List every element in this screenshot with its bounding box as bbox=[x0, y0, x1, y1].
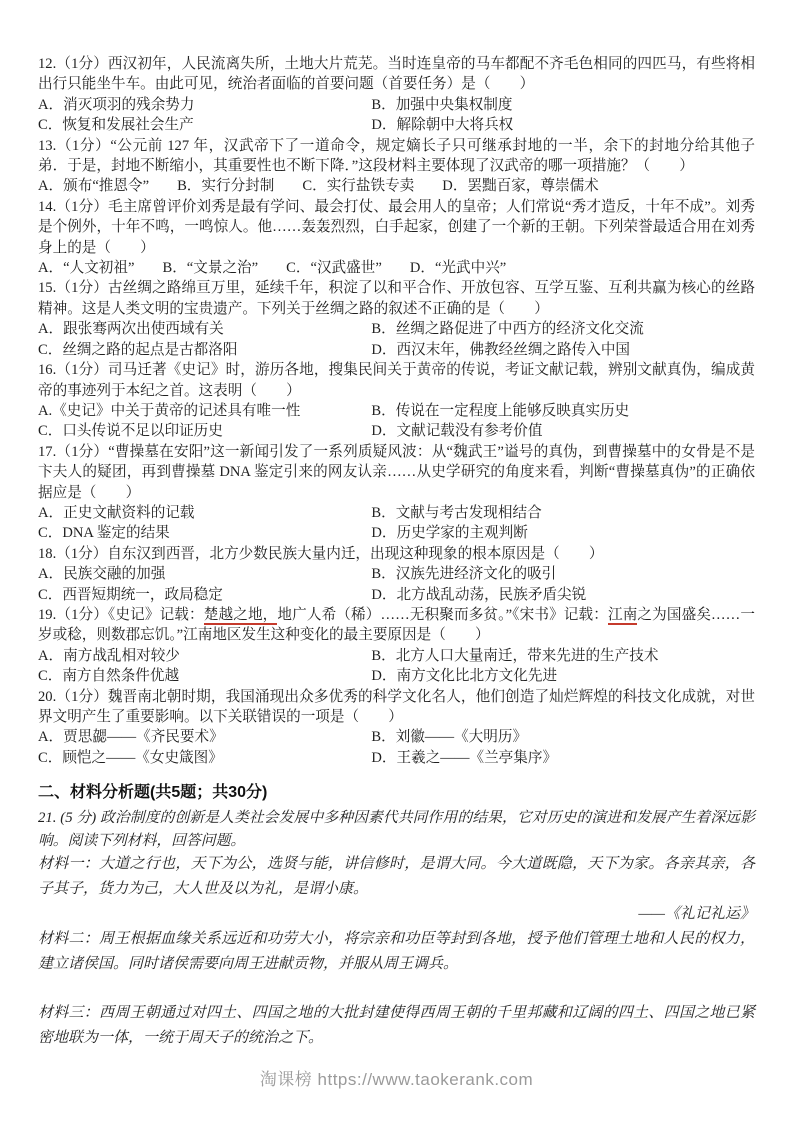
question-18-option-B: B．汉族先进经济文化的吸引 bbox=[371, 566, 557, 583]
question-13-options bbox=[38, 176, 755, 196]
question-12-option-B: B．加强中央集权制度 bbox=[371, 96, 513, 113]
question-19-stem bbox=[38, 605, 755, 646]
question-18-option-D: D．北方战乱动荡，民族矛盾尖锐 bbox=[371, 586, 587, 603]
question-20-option-C: C．顾恺之——《女史箴图》 bbox=[38, 749, 223, 766]
question-14-stem-text: 14.（1分）毛主席曾评价刘秀是最有学问、最会打仗、最会用人的皇帝；人们常说“秀才造反，十年不成”。刘秀是个例外，十年不鸣，一鸣惊人。他……轰轰烈烈，白手起家，创建了一个新的王朝。下列荣誉最适合用在刘秀身上的是（ ） bbox=[38, 198, 755, 256]
materials-list bbox=[38, 852, 755, 1051]
question-15-option-C: C．丝绸之路的起点是古都洛阳 bbox=[38, 341, 238, 358]
question-19-option-A: A．南方战乱相对较少 bbox=[38, 647, 180, 664]
question-12-stem bbox=[38, 54, 755, 95]
question-20 bbox=[38, 687, 755, 769]
section2-heading: 二、材料分析题(共5题；共30分) bbox=[38, 784, 268, 802]
question-18 bbox=[38, 544, 755, 605]
question-17-option-A: A．正史文献资料的记载 bbox=[38, 504, 195, 521]
question-19 bbox=[38, 605, 755, 687]
question-14 bbox=[38, 197, 755, 279]
question-19-underlined-text: 江南 bbox=[607, 606, 638, 623]
question-12-option-C: C．恢复和发展社会生产 bbox=[38, 117, 194, 134]
question-19-option-B: B．北方人口大量南迁，带来先进的生产技术 bbox=[371, 647, 659, 664]
material-2-text: 材料二：周王根据血缘关系远近和功劳大小，将宗亲和功臣等封到各地，授予他们管理土地和人民的权力，建立诸侯国。同时诸侯需要向周王进献贡物，并服从周王调兵。 bbox=[38, 931, 755, 973]
question-14-stem bbox=[38, 197, 755, 258]
question-20-option-B: B．刘徽——《大明历》 bbox=[371, 729, 528, 746]
question-20-option-A: A．贾思勰——《齐民要术》 bbox=[38, 729, 224, 746]
question-15-stem bbox=[38, 278, 755, 319]
question-13-option-A: A．颁布“推恩令” bbox=[38, 178, 150, 195]
question-19-stem-text: 19.（1分）《史记》记载： bbox=[38, 606, 204, 623]
question-12 bbox=[38, 54, 755, 136]
question-18-stem-text: 18.（1分）自东汉到西晋，北方少数民族大量内迁，出现这种现象的根本原因是（ ） bbox=[38, 545, 604, 562]
question-12-option-A: A．消灭项羽的残余势力 bbox=[38, 96, 195, 113]
question-13-option-B: B．实行分封制 bbox=[177, 178, 275, 195]
material-1 bbox=[38, 852, 755, 927]
question-12-stem-text: 12.（1分）西汉初年，人民流离失所，土地大片荒芜。当时连皇帝的马车都配不齐毛色相同的四匹马，有些将相出行只能坐牛车。由此可见，统治者面临的首要问题（首要任务）是（ ） bbox=[38, 56, 755, 93]
material-3-text: 材料三：西周王朝通过对四土、四国之地的大批封建使得西周王朝的千里邦藏和辽阔的四土、四国之地已紧密地联为一体，一统于周天子的统治之下。 bbox=[38, 1005, 755, 1047]
question-16 bbox=[38, 360, 755, 442]
question-19-option-D: D．南方文化比北方文化先进 bbox=[371, 668, 558, 685]
question-16-stem-text: 16.（1分）司马迁著《史记》时，游历各地，搜集民间关于黄帝的传说，考证文献记载，辨别文献真伪，编成黄帝的事迹列于本纪之首。这表明（ ） bbox=[38, 362, 755, 399]
material-3 bbox=[38, 1001, 755, 1051]
question-19-options bbox=[38, 646, 755, 687]
question-15-options bbox=[38, 319, 755, 360]
question-14-option-C: C．“汉武盛世” bbox=[286, 260, 382, 277]
material-1-source: ——《礼记礼运》 bbox=[638, 906, 755, 923]
question-16-options bbox=[38, 401, 755, 442]
question-15-option-D: D．西汉末年，佛教经丝绸之路传入中国 bbox=[371, 341, 631, 358]
question-19-stem-text: 地广人希（稀）……无积聚而多贫。”《宋书》记载： bbox=[277, 606, 608, 623]
question-17-stem bbox=[38, 442, 755, 503]
question-17 bbox=[38, 442, 755, 544]
question-15-option-B: B．丝绸之路促进了中西方的经济文化交流 bbox=[371, 321, 644, 338]
question-20-options bbox=[38, 727, 755, 768]
question-20-stem-text: 20.（1分）魏晋南北朝时期，我国涌现出众多优秀的科学文化名人，他们创造了灿烂辉煌的科技文化成就，对世界文明产生了重要影响。以下关联错误的一项是（ ） bbox=[38, 688, 755, 725]
question-13-stem bbox=[38, 136, 755, 177]
question-14-options bbox=[38, 258, 755, 278]
material-1-text: 材料一：大道之行也，天下为公，选贤与能，讲信修时，是谓大同。今大道既隐，天下为家。各亲其亲，各子其子，货力为己，大人世及以为礼，是谓小康。 bbox=[38, 856, 755, 898]
question-14-option-B: B．“文景之治” bbox=[162, 260, 259, 277]
question-16-stem bbox=[38, 360, 755, 401]
question-18-stem bbox=[38, 544, 755, 564]
question-18-options bbox=[38, 564, 755, 605]
question-14-option-D: D．“光武中兴” bbox=[409, 260, 507, 277]
material-2 bbox=[38, 927, 755, 977]
question-19-underlined-text: 楚越之地， bbox=[203, 606, 278, 623]
question-18-option-C: C．西晋短期统一，政局稳定 bbox=[38, 586, 223, 603]
question-13 bbox=[38, 136, 755, 197]
question-16-option-B: B．传说在一定程度上能够反映真实历史 bbox=[371, 402, 630, 419]
question-17-option-C: C．DNA 鉴定的结果 bbox=[38, 525, 170, 542]
question-19-option-C: C．南方自然条件优越 bbox=[38, 668, 180, 685]
question-19-stem-text: 之为国盛矣……一岁或稔，则数郡忘饥。”江南地区发生这种变化的最主要原因是（ ） bbox=[38, 606, 755, 644]
question-13-option-D: D．罢黜百家，尊崇儒术 bbox=[442, 178, 599, 195]
question-13-stem-text: 13.（1分）“公元前 127 年，汉武帝下了一道命令，规定嫡长子只可继承封地的一半，余下的封地分给其他子弟．于是，封地不断缩小，其重要性也不断下降．”这段材料主要体现了汉武帝的哪一项措施？（ ） bbox=[38, 137, 755, 175]
question-15-option-A: A．跟张骞两次出使西域有关 bbox=[38, 321, 224, 338]
question-17-options bbox=[38, 503, 755, 544]
question-20-option-D: D．王羲之——《兰亭集序》 bbox=[371, 749, 558, 766]
question-17-stem-text: 17.（1分）“曹操墓在安阳”这一新闻引发了一系列质疑风波：从“魏武王”谥号的真伪，到曹操墓中的女骨是不是卞夫人的疑团，再到曹操墓 DNA 鉴定引来的网友认亲……从史学研究的角度来看，判断“曹操墓真伪”的正确依据应是（ ） bbox=[38, 443, 755, 501]
question-15 bbox=[38, 278, 755, 360]
question-16-option-A: A.《史记》中关于黄帝的记述具有唯一性 bbox=[38, 402, 301, 419]
watermark-footer: 淘课榜 https://www.taokerank.com bbox=[259, 1070, 534, 1090]
question-21-stem: 21. (5 分) 政治制度的创新是人类社会发展中多种因素代共同作用的结果，它对历史的演进和发展产生着深远影响。阅读下列材料，回答问题。 bbox=[38, 810, 755, 849]
question-16-option-C: C．口头传说不足以印证历史 bbox=[38, 423, 223, 440]
question-15-stem-text: 15.（1分）古丝绸之路绵亘万里，延续千年，积淀了以和平合作、开放包容、互学互鉴、互利共赢为核心的丝路精神。这是人类文明的宝贵遗产。下列关于丝绸之路的叙述不正确的是（ ） bbox=[38, 280, 755, 317]
question-12-option-D: D．解除朝中大将兵权 bbox=[371, 117, 514, 134]
question-17-option-D: D．历史学家的主观判断 bbox=[371, 525, 528, 542]
question-20-stem bbox=[38, 687, 755, 728]
question-17-option-B: B．文献与考古发现相结合 bbox=[371, 504, 542, 521]
question-16-option-D: D．文献记载没有参考价值 bbox=[371, 423, 543, 440]
question-13-option-C: C．实行盐铁专卖 bbox=[302, 178, 415, 195]
question-14-option-A: A．“人文初祖” bbox=[38, 260, 135, 277]
question-18-option-A: A．民族交融的加强 bbox=[38, 566, 166, 583]
question-12-options bbox=[38, 95, 755, 136]
mcq-section bbox=[38, 54, 755, 768]
